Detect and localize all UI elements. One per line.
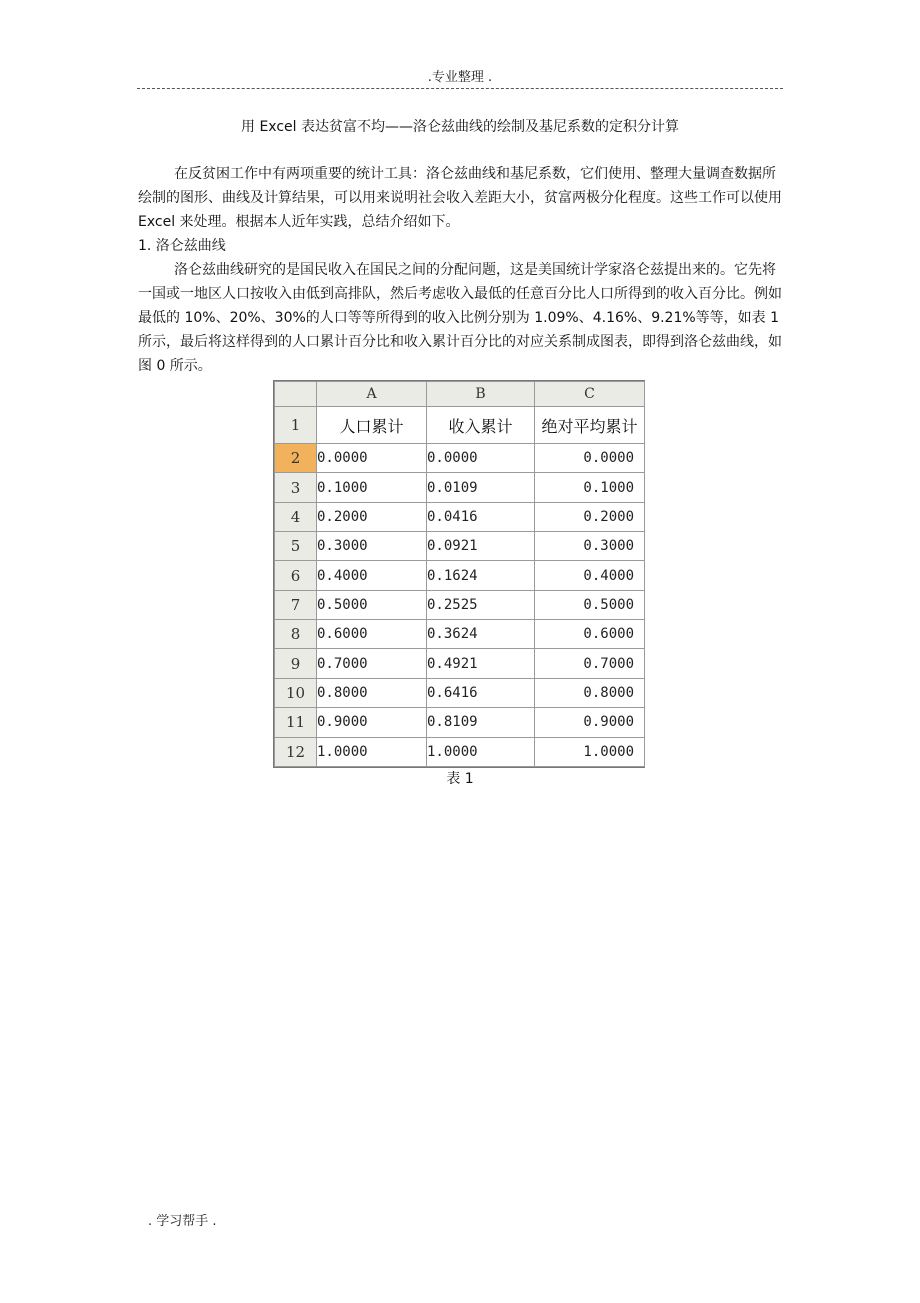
header-cell-income: 收入累计 xyxy=(427,407,535,444)
table-cell: 0.5000 xyxy=(317,590,427,619)
header-text: .专业整理 . xyxy=(427,70,493,85)
column-header-c: C xyxy=(535,382,645,407)
table-cell: 0.0000 xyxy=(535,444,645,473)
header-divider xyxy=(137,88,783,89)
table-row xyxy=(275,678,645,707)
table-row xyxy=(275,649,645,678)
header-cell-population: 人口累计 xyxy=(317,407,427,444)
table-cell: 0.2000 xyxy=(535,502,645,531)
table-row xyxy=(275,444,645,473)
table-cell: 0.5000 xyxy=(535,590,645,619)
table-cell: 0.4921 xyxy=(427,649,535,678)
row-number: 1 xyxy=(275,407,317,444)
table-cell: 0.6416 xyxy=(427,678,535,707)
table-cell: 0.0000 xyxy=(317,444,427,473)
row-number: 6 xyxy=(275,561,317,590)
table-row xyxy=(275,561,645,590)
row-number: 4 xyxy=(275,502,317,531)
table-cell: 0.3000 xyxy=(535,532,645,561)
table-cell: 1.0000 xyxy=(535,737,645,766)
corner-cell xyxy=(275,382,317,407)
table-cell: 0.2525 xyxy=(427,590,535,619)
table-cell: 0.6000 xyxy=(317,620,427,649)
intro-paragraph: 在反贫困工作中有两项重要的统计工具：洛仑兹曲线和基尼系数，它们使用、整理大量调查数据所绘制的图形、曲线及计算结果，可以用来说明社会收入差距大小，贫富两极分化程度。这些工作可以使用 Excel 来处理。根据本人近年实践，总结介绍如下。 xyxy=(138,166,782,230)
table-cell: 0.0416 xyxy=(427,502,535,531)
spreadsheet-grid xyxy=(274,381,645,767)
column-header-b: B xyxy=(427,382,535,407)
table-cell: 0.3000 xyxy=(317,532,427,561)
table-cell: 0.8000 xyxy=(317,678,427,707)
table-row xyxy=(275,737,645,766)
table-cell: 0.0921 xyxy=(427,532,535,561)
section-heading: 1. 洛仑兹曲线 xyxy=(138,238,226,254)
table-header-row xyxy=(275,407,645,444)
table-cell: 0.8000 xyxy=(535,678,645,707)
table-cell: 0.7000 xyxy=(317,649,427,678)
document-title: 用 Excel 表达贫富不均——洛仑兹曲线的绘制及基尼系数的定积分计算 xyxy=(241,119,679,135)
table-row xyxy=(275,590,645,619)
row-number: 2 xyxy=(275,444,317,473)
row-number: 11 xyxy=(275,708,317,737)
table-cell: 0.9000 xyxy=(317,708,427,737)
table-cell: 0.1000 xyxy=(317,473,427,502)
section-body-paragraph: 洛仑兹曲线研究的是国民收入在国民之间的分配问题，这是美国统计学家洛仑兹提出来的。它先将一国或一地区人口按收入由低到高排队，然后考虑收入最低的任意百分比人口所得到的收入百分比。例如最低的 10%、20%、30%的人口等等所得到的收入比例分别为 1.09%、4.16%、9.21%等等，如表 1 所示，最后将这样得到的人口累计百分比和收入累计百分比的对应关系制成图表，即得到洛仑兹曲线，如图 0 所示。 xyxy=(138,262,782,374)
table-cell: 1.0000 xyxy=(317,737,427,766)
page-footer: . 学习帮手 . xyxy=(148,1214,217,1229)
table-cell: 0.1000 xyxy=(535,473,645,502)
header-cell-equality: 绝对平均累计 xyxy=(535,407,645,444)
column-header-row xyxy=(275,382,645,407)
row-number: 12 xyxy=(275,737,317,766)
table-row xyxy=(275,532,645,561)
table-cell: 0.2000 xyxy=(317,502,427,531)
table-cell: 0.4000 xyxy=(317,561,427,590)
table-row xyxy=(275,620,645,649)
column-header-a: A xyxy=(317,382,427,407)
table-cell: 0.0109 xyxy=(427,473,535,502)
table-caption: 表 1 xyxy=(446,771,474,787)
row-number: 8 xyxy=(275,620,317,649)
table-row xyxy=(275,473,645,502)
row-number: 10 xyxy=(275,678,317,707)
table-cell: 0.1624 xyxy=(427,561,535,590)
table-cell: 1.0000 xyxy=(427,737,535,766)
table-cell: 0.3624 xyxy=(427,620,535,649)
table-cell: 0.9000 xyxy=(535,708,645,737)
row-number: 3 xyxy=(275,473,317,502)
table-cell: 0.4000 xyxy=(535,561,645,590)
table-cell: 0.8109 xyxy=(427,708,535,737)
table-cell: 0.0000 xyxy=(427,444,535,473)
table-cell: 0.7000 xyxy=(535,649,645,678)
table-cell: 0.6000 xyxy=(535,620,645,649)
row-number: 9 xyxy=(275,649,317,678)
table-row xyxy=(275,708,645,737)
row-number: 5 xyxy=(275,532,317,561)
row-number: 7 xyxy=(275,590,317,619)
table-row xyxy=(275,502,645,531)
spreadsheet-table-image xyxy=(273,380,645,768)
